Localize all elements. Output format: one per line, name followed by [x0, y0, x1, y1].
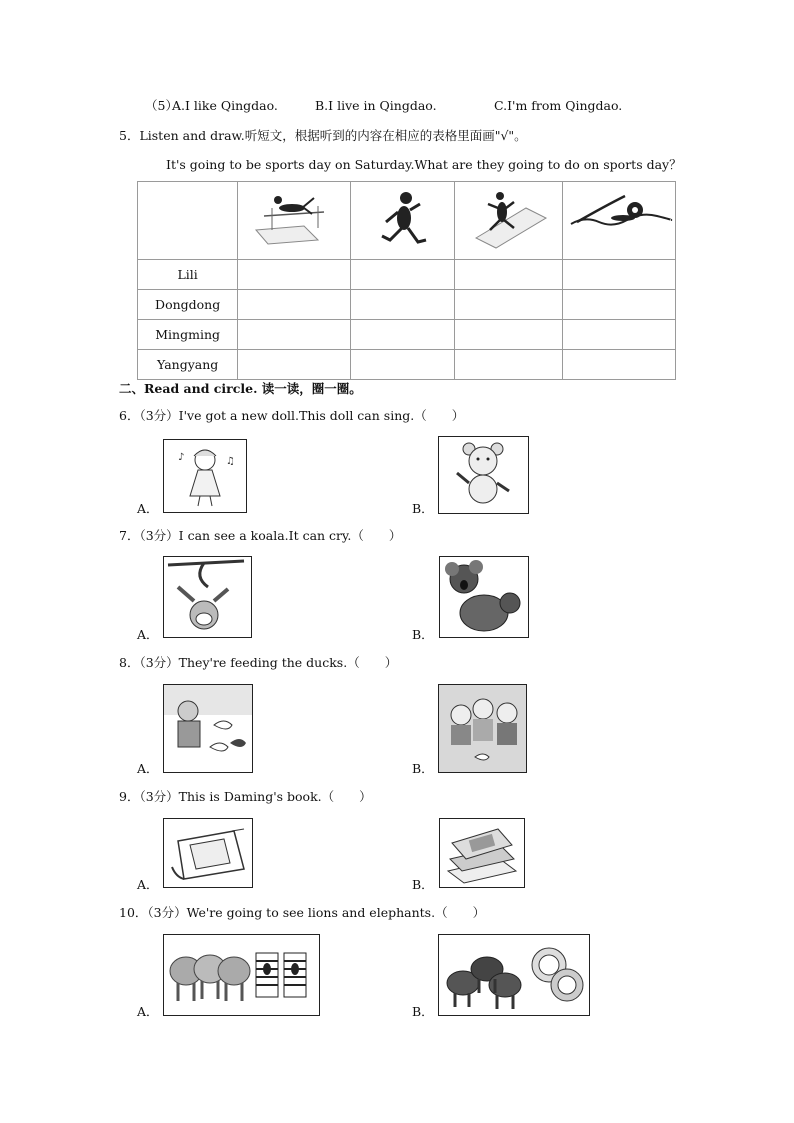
q7-monkey-image[interactable] [163, 556, 252, 638]
question-10 [119, 905, 485, 921]
question-text: I can see a koala.It can cry.（ ） [178, 528, 402, 543]
q5-prompt: It's going to be sports day on Saturday.What are they going to do on sports day？ [166, 157, 682, 172]
check-cell[interactable] [238, 350, 351, 380]
q4-option-b[interactable]: B.I live in Qingdao. [315, 98, 437, 113]
check-cell[interactable] [350, 320, 454, 350]
doll-icon [164, 440, 246, 512]
q4-item5-number: （5） [145, 98, 178, 113]
q5-instruction-text: Listen and draw.听短文，根据听到的内容在相应的表格里面画"√"。 [139, 128, 527, 143]
option-a-label[interactable]: A． [137, 627, 159, 642]
option-b-label[interactable]: B． [412, 1004, 434, 1019]
q7-koala-image[interactable] [439, 556, 529, 638]
option-a-label[interactable]: A． [137, 877, 159, 892]
question-number: 9． [119, 789, 140, 804]
question-number: 6． [119, 408, 140, 423]
check-cell[interactable] [350, 350, 454, 380]
check-cell[interactable] [454, 320, 563, 350]
header-cell-long-jump [454, 182, 563, 260]
row-name: Dongdong [138, 290, 238, 320]
high-jump-icon [242, 186, 346, 252]
question-6 [119, 408, 464, 424]
check-cell[interactable] [563, 260, 676, 290]
question-text: This is Daming's book.（ ） [178, 789, 372, 804]
question-number: 10． [119, 905, 148, 920]
option-b-label[interactable]: B． [412, 627, 434, 642]
check-cell[interactable] [563, 320, 676, 350]
option-b-label[interactable]: B． [412, 761, 434, 776]
q5-number: 5． [119, 128, 140, 143]
option-b-label[interactable]: B． [412, 877, 434, 892]
question-text: They're feeding the ducks.（ ） [178, 655, 398, 670]
q4-option-c[interactable]: C.I'm from Qingdao. [494, 98, 623, 113]
feeding-ducks-icon [164, 685, 252, 772]
teddy-bear-icon [439, 437, 528, 513]
check-cell[interactable] [350, 290, 454, 320]
q4-option-a[interactable]: A.I like Qingdao. [172, 98, 278, 113]
check-cell[interactable] [238, 260, 351, 290]
check-cell[interactable] [454, 290, 563, 320]
q6-teddy-bear-image[interactable] [438, 436, 529, 514]
option-a-label[interactable]: A． [137, 501, 159, 516]
question-7 [119, 528, 401, 544]
q5-instruction [119, 128, 527, 144]
question-8 [119, 655, 397, 671]
q8-children-with-duck-image[interactable] [438, 684, 527, 773]
check-cell[interactable] [563, 350, 676, 380]
question-score: （3分） [147, 905, 187, 920]
q10-elephants-and-lions-image[interactable] [438, 934, 590, 1016]
svg-text:♫: ♫ [226, 456, 235, 467]
elephants-lions-icon [439, 935, 589, 1015]
books-icon [440, 819, 524, 887]
long-jump-icon [458, 186, 558, 252]
children-duck-icon [439, 685, 526, 772]
sports-day-table [137, 181, 676, 380]
book-icon [164, 819, 252, 887]
check-cell[interactable] [350, 260, 454, 290]
question-number: 8． [119, 655, 140, 670]
swimming-icon [565, 186, 673, 252]
check-cell[interactable] [238, 290, 351, 320]
row-name: Lili [138, 260, 238, 290]
koala-icon [440, 557, 528, 637]
question-score: （3分） [139, 789, 179, 804]
check-cell[interactable] [238, 320, 351, 350]
header-cell-swimming [563, 182, 676, 260]
option-b-label[interactable]: B． [412, 501, 434, 516]
q9-stack-of-books-image[interactable] [439, 818, 525, 888]
table-corner-cell [138, 182, 238, 260]
question-number: 7． [119, 528, 140, 543]
running-icon [354, 186, 450, 252]
monkey-icon [164, 557, 251, 637]
svg-text:♪: ♪ [178, 452, 185, 463]
q10-elephants-and-zebras-image[interactable] [163, 934, 320, 1016]
question-text: We're going to see lions and elephants.（ ） [186, 905, 486, 920]
question-score: （3分） [139, 528, 179, 543]
q9-open-book-image[interactable] [163, 818, 253, 888]
question-score: （3分） [139, 655, 179, 670]
q8-boy-feeding-ducks-image[interactable] [163, 684, 253, 773]
section2-title: 二、Read and circle. 读一读，圈一圈。 [119, 381, 362, 396]
row-name: Yangyang [138, 350, 238, 380]
elephants-zebras-icon [164, 935, 319, 1015]
question-text: I've got a new doll.This doll can sing.（ ） [178, 408, 465, 423]
option-a-label[interactable]: A． [137, 761, 159, 776]
row-name: Mingming [138, 320, 238, 350]
check-cell[interactable] [454, 260, 563, 290]
q6-singing-doll-image[interactable] [163, 439, 247, 513]
question-9 [119, 789, 372, 805]
header-cell-high-jump [238, 182, 351, 260]
question-score: （3分） [139, 408, 179, 423]
check-cell[interactable] [563, 290, 676, 320]
header-cell-running [350, 182, 454, 260]
check-cell[interactable] [454, 350, 563, 380]
option-a-label[interactable]: A． [137, 1004, 159, 1019]
